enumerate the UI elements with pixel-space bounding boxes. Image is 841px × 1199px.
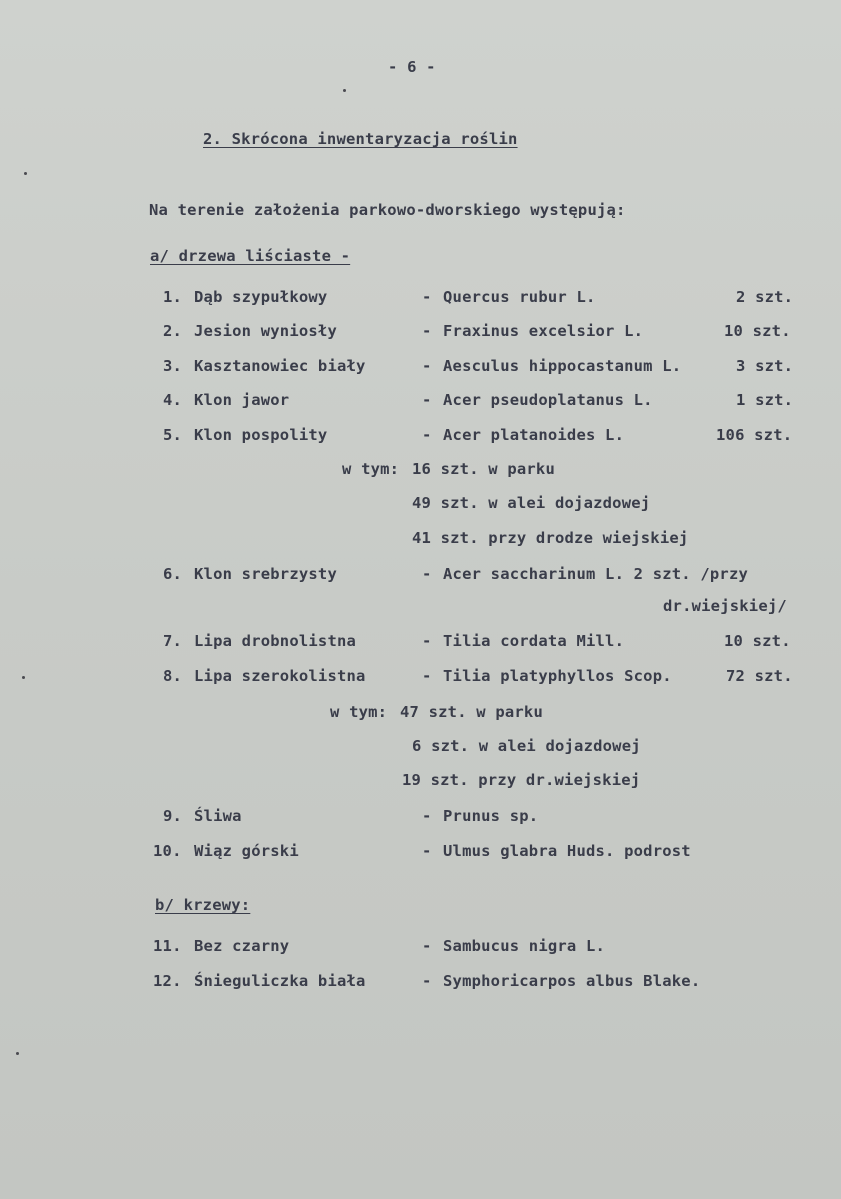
- item-number: 10.: [153, 842, 182, 860]
- breakdown-line: 19 szt. przy dr.wiejskiej: [402, 771, 641, 789]
- shrubs-heading: b/ krzewy:: [155, 896, 251, 914]
- item-dash: -: [422, 357, 432, 375]
- margin-speck: [24, 172, 27, 175]
- item-latin-name: Aesculus hippocastanum L.: [443, 357, 682, 375]
- item-latin-name: Acer saccharinum L. 2 szt. /przy: [443, 565, 749, 583]
- item-dash: -: [422, 632, 432, 650]
- item-common-name: Śnieguliczka biała: [194, 972, 366, 990]
- item-number: 11.: [153, 937, 182, 955]
- item-number: 9.: [163, 807, 183, 825]
- item-dash: -: [422, 426, 432, 444]
- item-number: 8.: [163, 667, 183, 685]
- item-number: 4.: [163, 391, 183, 409]
- section-title: 2. Skrócona inwentaryzacja roślin: [203, 130, 518, 148]
- item-latin-name: Ulmus glabra Huds. podrost: [443, 842, 691, 860]
- item-quantity: 10 szt.: [724, 632, 791, 650]
- item-quantity: 3 szt.: [736, 357, 794, 375]
- breakdown-line: 47 szt. w parku: [400, 703, 543, 721]
- item-latin-name: Prunus sp.: [443, 807, 539, 825]
- breakdown-prefix: w tym:: [342, 460, 400, 478]
- item-dash: -: [422, 807, 432, 825]
- item-number: 2.: [163, 322, 183, 340]
- item-dash: -: [422, 842, 432, 860]
- margin-speck: [343, 89, 346, 92]
- margin-speck: [16, 1052, 19, 1055]
- item-number: 3.: [163, 357, 183, 375]
- item-latin-name: Tilia cordata Mill.: [443, 632, 625, 650]
- item-number: 1.: [163, 288, 183, 306]
- item-quantity: 72 szt.: [726, 667, 793, 685]
- item-common-name: Klon srebrzysty: [194, 565, 337, 583]
- item-common-name: Jesion wyniosły: [194, 322, 337, 340]
- item-common-name: Lipa drobnolistna: [194, 632, 357, 650]
- item-number: 5.: [163, 426, 183, 444]
- trees-heading: a/ drzewa liściaste -: [150, 247, 351, 265]
- item-dash: -: [422, 565, 432, 583]
- breakdown-line: 16 szt. w parku: [412, 460, 555, 478]
- item-number: 12.: [153, 972, 182, 990]
- item-common-name: Kasztanowiec biały: [194, 357, 366, 375]
- item-quantity: 2 szt.: [736, 288, 794, 306]
- breakdown-line: 6 szt. w alei dojazdowej: [412, 737, 641, 755]
- item-number: 6.: [163, 565, 183, 583]
- item-dash: -: [422, 322, 432, 340]
- breakdown-prefix: w tym:: [330, 703, 388, 721]
- item-latin-name: Acer pseudoplatanus L.: [443, 391, 653, 409]
- item-quantity: 106 szt.: [716, 426, 793, 444]
- page-number: - 6 -: [388, 58, 436, 76]
- item-latin-name: Sambucus nigra L.: [443, 937, 606, 955]
- item-latin-name: Fraxinus excelsior L.: [443, 322, 644, 340]
- breakdown-line: 49 szt. w alei dojazdowej: [412, 494, 651, 512]
- item-latin-name: Tilia platyphyllos Scop.: [443, 667, 672, 685]
- item-latin-name: Quercus rubur L.: [443, 288, 596, 306]
- item-continuation: dr.wiejskiej/: [663, 597, 787, 615]
- item-dash: -: [422, 391, 432, 409]
- item-common-name: Śliwa: [194, 807, 242, 825]
- item-quantity: 1 szt.: [736, 391, 794, 409]
- item-dash: -: [422, 288, 432, 306]
- item-dash: -: [422, 937, 432, 955]
- breakdown-line: 41 szt. przy drodze wiejskiej: [412, 529, 689, 547]
- item-common-name: Dąb szypułkowy: [194, 288, 328, 306]
- item-number: 7.: [163, 632, 183, 650]
- item-common-name: Bez czarny: [194, 937, 290, 955]
- item-common-name: Wiąz górski: [194, 842, 299, 860]
- intro-text: Na terenie założenia parkowo-dworskiego występują:: [149, 201, 626, 219]
- item-common-name: Klon jawor: [194, 391, 290, 409]
- item-dash: -: [422, 972, 432, 990]
- item-quantity: 10 szt.: [724, 322, 791, 340]
- item-dash: -: [422, 667, 432, 685]
- item-common-name: Lipa szerokolistna: [194, 667, 366, 685]
- item-common-name: Klon pospolity: [194, 426, 328, 444]
- item-latin-name: Acer platanoides L.: [443, 426, 625, 444]
- item-latin-name: Symphoricarpos albus Blake.: [443, 972, 701, 990]
- margin-speck: [22, 676, 25, 679]
